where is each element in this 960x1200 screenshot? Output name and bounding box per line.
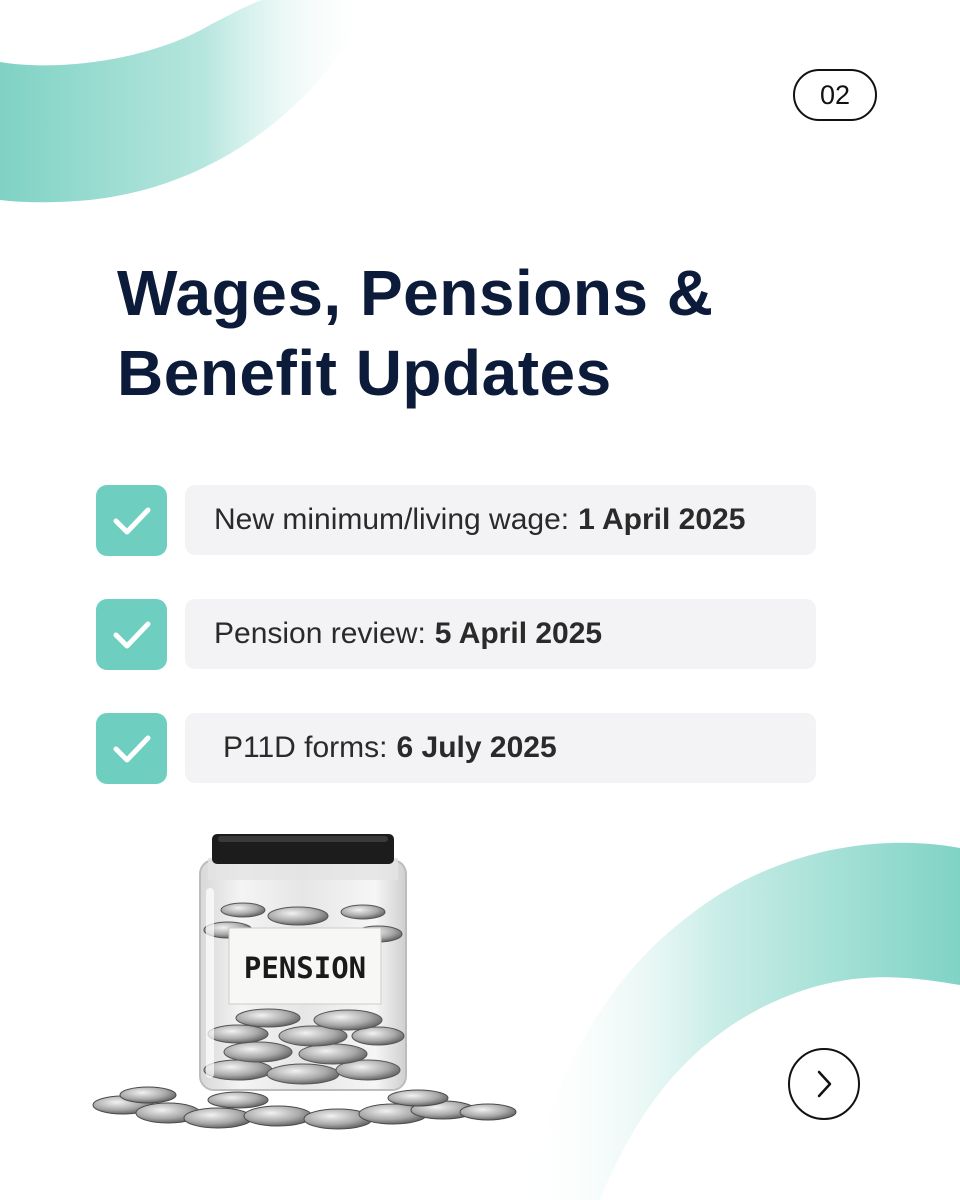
checkbox-item-1 xyxy=(96,485,167,556)
item-date: 1 April 2025 xyxy=(578,503,746,536)
item-date: 5 April 2025 xyxy=(434,617,603,650)
item-date: 6 July 2025 xyxy=(396,731,557,764)
list-item-minimum-wage xyxy=(185,485,816,555)
list-item-pension-review xyxy=(185,599,816,669)
coins-pile xyxy=(93,1087,516,1129)
page-number-badge: 02 xyxy=(793,69,877,121)
check-icon xyxy=(112,505,152,537)
wave-top-left xyxy=(0,0,372,202)
page-title xyxy=(117,253,714,413)
next-button[interactable] xyxy=(788,1048,860,1120)
checkbox-item-3 xyxy=(96,713,167,784)
checkbox-item-2 xyxy=(96,599,167,670)
wave-bottom-right xyxy=(520,843,960,1200)
title-line-2: Benefit Updates xyxy=(117,337,612,409)
title-line-1: Wages, Pensions & xyxy=(117,257,714,329)
pension-jar-image xyxy=(88,830,528,1130)
item-label: New minimum/living wage: xyxy=(214,503,570,536)
item-label: Pension review: xyxy=(214,617,426,650)
check-icon xyxy=(112,619,152,651)
item-label: P11D forms: xyxy=(223,731,388,764)
chevron-right-icon xyxy=(811,1069,837,1099)
list-item-p11d-forms xyxy=(185,713,816,783)
check-icon xyxy=(112,733,152,765)
jar-label-text: PENSION xyxy=(243,951,367,985)
